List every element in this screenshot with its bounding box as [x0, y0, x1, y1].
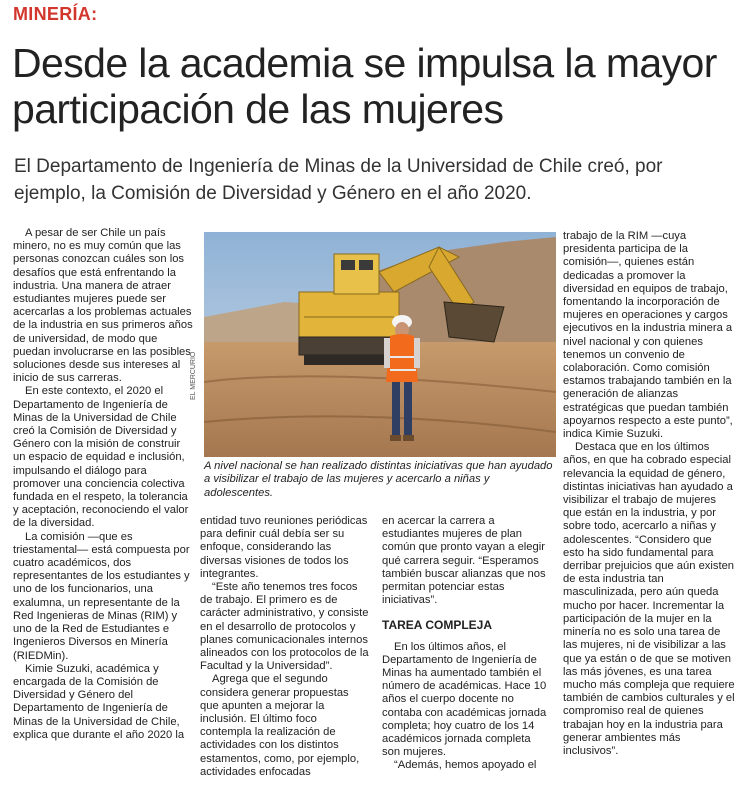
section-label: MINERÍA: — [13, 4, 98, 24]
paragraph: “Además, hemos apoyado el — [394, 759, 537, 772]
subhead: TAREA COMPLEJA — [382, 618, 493, 633]
paragraph: “Este año tenemos tres focos de trabajo. El primero es de carácter administrativo, y consiste en el desarrollo de protocolos y planes comunicacionales internos alineados con los protocolos de la Facultad y la Universidad”. — [200, 581, 369, 673]
article-column-3 — [382, 515, 550, 773]
photo-credit: EL MERCURIO — [190, 351, 197, 400]
paragraph: Destaca que en los últimos años, en que ha cobrado especial relevancia la equidad de género, distintas iniciativas han ayudado a visibilizar el trabajo de mujeres que están en la industria, y por sobre todo, acercarlo a niñas y adolescentes. “Considero que esto ha sido fundamental para derribar prejuicios que aún existen de esta industria tan masculinizada, pero aún queda mucho por hacer. Incrementar la participación de la mujer en la minería no es solo una tarea de las mujeres, ni de visibilizar a las que ya están o de que se motiven las más jóvenes, es una tarea mucho más compleja que requiere también de cambios culturales y el compromiso real de quienes trabajan hoy en la industria para generar ambientes más inclusivos”. — [563, 441, 735, 757]
paragraph: La comisión —que es triestamental— está compuesta por cuatro académicos, dos representantes de los estudiantes y uno de los funcionarios, una exalumna, un representante de la Red Ingenieras de Minas (RIM) y uno de la Red de Estudiantes e Ingenieros Diversos en Minería (RIEDMin). — [13, 530, 190, 662]
article-column-2 — [200, 515, 370, 779]
headline: Desde la academia se impulsa la mayor participación de las mujeres — [12, 40, 717, 132]
article-column-4 — [563, 230, 735, 758]
paragraph: A pesar de ser Chile un país minero, no es muy común que las personas conozcan cuáles son los desafíos que está enfrentando la industria. Una manera de atraer estudiantes mujeres puede ser acercarlas a los problemas actuales de la industria en sus primeros años de universidad, de modo que puedan involucrarse en las posibles soluciones desde sus intereses al inicio de sus carreras. — [13, 227, 193, 385]
paragraph: En este contexto, el 2020 el Departamento de Ingeniería de Minas de la Universidad de Chile creó la Comisión de Diversidad y Género con la misión de construir un espacio de equidad e inclusión, impulsando el diálogo para promover una conciencia colectiva fundada en el respeto, la tolerancia y aceptación, reconociendo el valor de la diversidad. — [13, 385, 189, 530]
article-column-1 — [13, 227, 193, 742]
paragraph: Kimie Suzuki, académica y encargada de la Comisión de Diversidad y Género del Departamento de Ingeniería de Minas de la Universidad de Chile, explica que durante el año 2020 la — [13, 662, 185, 741]
paragraph: En los últimos años, el Departamento de Ingeniería de Minas ha aumentado también el número de académicas. Hace 10 años el cuerpo docente no contaba con académicas jornada completa; hoy cuatro de los 14 académicos jornada completa son mujeres. — [382, 640, 547, 759]
photo-illustration — [204, 232, 556, 457]
dek-summary: El Departamento de Ingeniería de Minas de la Universidad de Chile creó, por ejemplo, la Comisión de Diversidad y Género en el año 2020. — [14, 156, 663, 204]
paragraph: entidad tuvo reuniones periódicas para definir cuál debía ser su enfoque, considerando las diversas visiones de todos los integrantes. — [200, 515, 368, 580]
paragraph: Agrega que el segundo considera generar propuestas que apunten a mejorar la inclusión. El último foco contempla la realización de actividades con los distintos estamentos, como, por ejemplo, actividades enfocadas — [200, 673, 360, 778]
paragraph: en acercar la carrera a estudiantes mujeres de plan común que pronto vayan a elegir qué carrera seguir. “Esperamos también buscar alianzas que nos permitan potenciar estas iniciativas”. — [382, 515, 546, 607]
mining-photo — [204, 232, 556, 457]
photo-caption: A nivel nacional se han realizado distintas iniciativas que han ayudado a visibilizar el trabajo de las mujeres y acercarlo a niñas y adolescentes. — [204, 460, 553, 499]
paragraph: trabajo de la RIM —cuya presidenta participa de la comisión—, quienes están dedicadas a promover la diversidad en equipos de trabajo, fomentando la incorporación de mujeres en operaciones y cargos ejecutivos en la industria minera a nivel nacional y con quienes tenemos un convenio de colaboración. Como comisión estamos trabajando también en la generación de alianzas estratégicas que puedan también apoyarnos respecto a este punto”, indica Kimie Suzuki. — [563, 230, 733, 441]
